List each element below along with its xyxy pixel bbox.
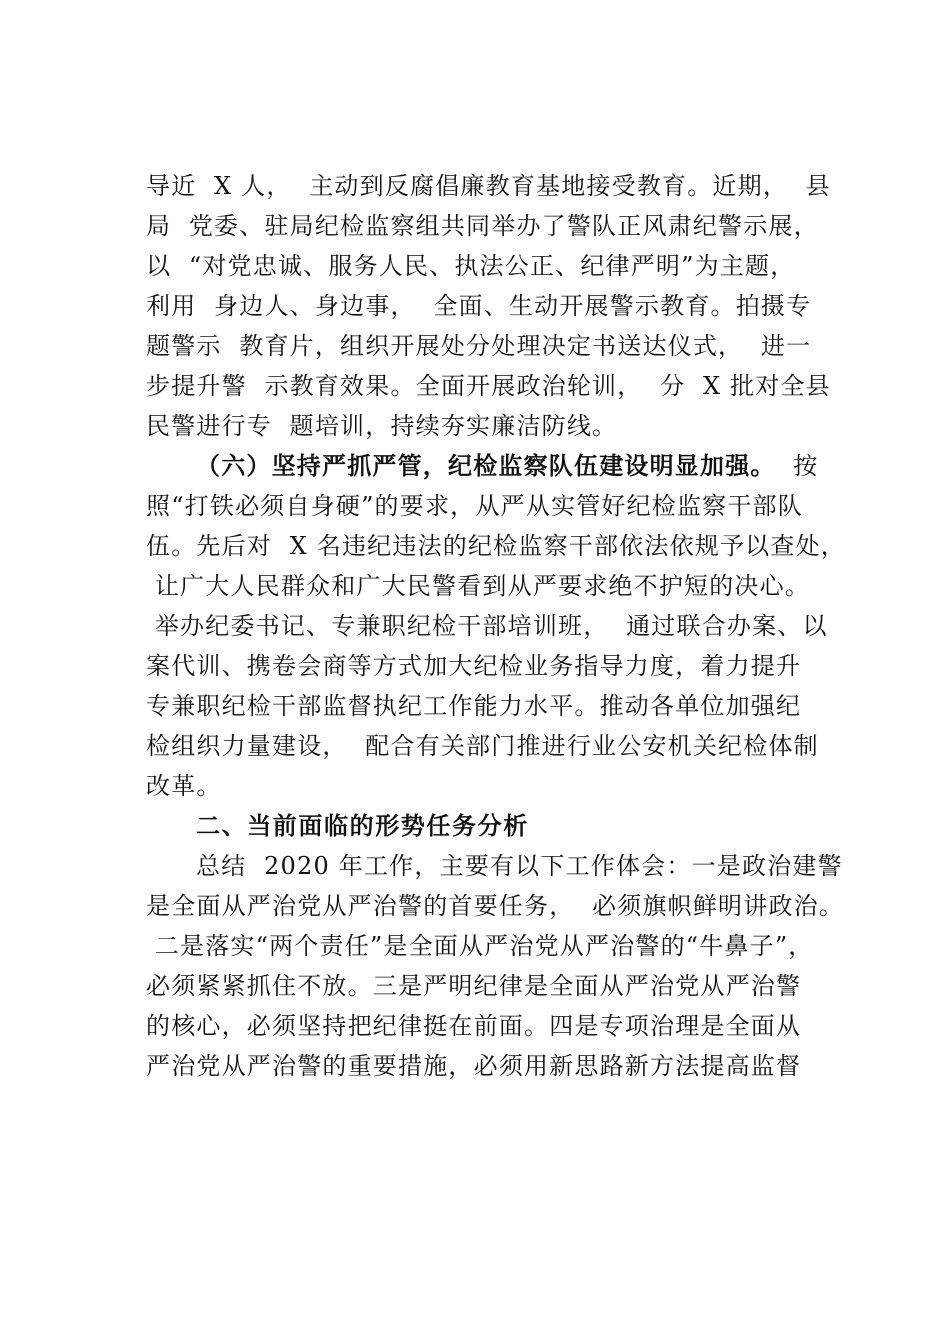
paragraph-1-line-4: 利用 身边人、身边事， 全面、生动开展警示教育。拍摄专 [146, 292, 812, 320]
section-6-title-line [196, 446, 819, 486]
paragraph-3-line-4: 必须紧紧抓住不放。三是严明纪律是全面从严治党从严治警 [146, 972, 802, 1000]
paragraph-3-line-3: 二是落实“两个责任”是全面从严治党从严治警的“牛鼻子”， [146, 932, 814, 960]
paragraph-1-line-7: 民警进行专 题培训，持续夯实廉洁防线。 [146, 412, 618, 440]
paragraph-2-line-1: 照“打铁必须自身硬”的要求，从严从实管好纪检监察干部队 [146, 492, 803, 520]
paragraph-3-line-1: 总结 2020 年工作，主要有以下工作体会：一是政治建警 [196, 852, 843, 880]
section-heading-2: 二、当前面临的形势任务分析 [196, 812, 529, 840]
paragraph-3-line-6: 严治党从严治警的重要措施，必须用新思路新方法提高监督 [146, 1052, 802, 1080]
paragraph-3-line-2: 是全面从严治党从严治警的首要任务， 必须旗帜鲜明讲政治。 [146, 892, 845, 920]
paragraph-1-line-1: 导近 X 人， 主动到反腐倡廉教育基地接受教育。近期， 县 [146, 172, 831, 200]
section-6-title-tail: 按 [775, 452, 819, 480]
paragraph-2-line-5: 案代训、携卷会商等方式加大纪检业务指导力度，着力提升 [146, 652, 802, 680]
paragraph-1-line-3: 以 “对党忠诚、服务人民、执法公正、纪律严明”为主题， [146, 252, 796, 280]
paragraph-2-line-2: 伍。先后对 X 名违纪违法的纪检监察干部依法依规予以查处， [146, 532, 846, 560]
paragraph-2-line-6: 专兼职纪检干部监督执纪工作能力水平。推动各单位加强纪 [146, 692, 802, 720]
paragraph-2-line-7: 检组织力量建设， 配合有关部门推进行业公安机关纪检体制 [146, 732, 819, 760]
paragraph-2-line-3: 让广大人民群众和广大民警看到从严要求绝不护短的决心。 [146, 572, 811, 600]
paragraph-2-line-8: 改革。 [146, 772, 222, 800]
paragraph-1-line-6: 步提升警 示教育效果。全面开展政治轮训， 分 X 批对全县 [146, 372, 831, 400]
paragraph-3-line-5: 的核心，必须坚持把纪律挺在前面。四是专项治理是全面从 [146, 1012, 802, 1040]
paragraph-1-line-2: 局 党委、驻局纪检监察组共同举办了警队正风肃纪警示展， [146, 212, 819, 240]
section-6-title: （六）坚持严抓严管，纪检监察队伍建设明显加强。 [196, 451, 776, 480]
paragraph-1-line-5: 题警示 教育片，组织开展处分处理决定书送达仪式， 进一 [146, 332, 812, 360]
paragraph-2-line-4: 举办纪委书记、专兼职纪检干部培训班， 通过联合办案、以 [146, 612, 828, 640]
